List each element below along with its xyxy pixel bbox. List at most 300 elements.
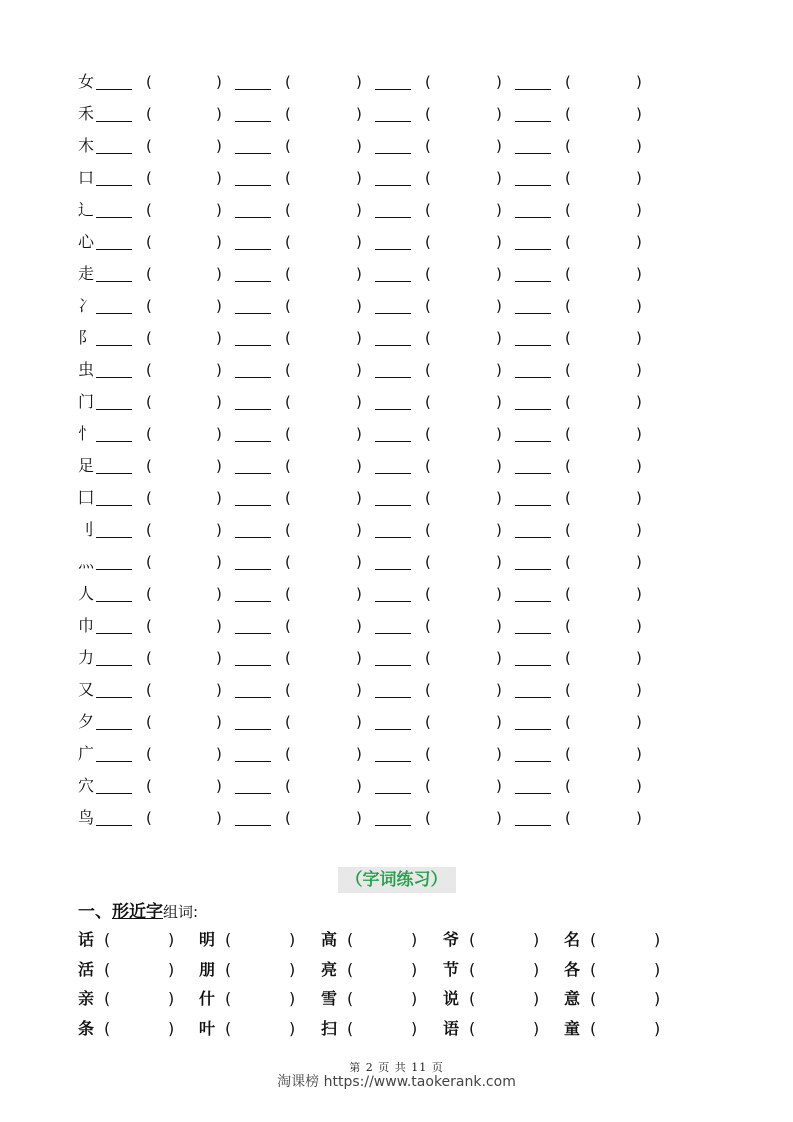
paren-close: ) bbox=[216, 137, 222, 155]
paren-close: ) bbox=[168, 930, 175, 949]
paren-open: ( bbox=[565, 489, 571, 507]
paren-close: ) bbox=[356, 681, 362, 699]
paren-open: ( bbox=[146, 521, 152, 539]
radical-row bbox=[78, 580, 678, 612]
similar-char: 说 bbox=[443, 989, 460, 1008]
answer-blank[interactable] bbox=[96, 601, 132, 602]
paren-open: ( bbox=[425, 713, 431, 731]
radical-char: 虫 bbox=[78, 360, 95, 379]
answer-blank[interactable] bbox=[515, 249, 551, 250]
answer-blank[interactable] bbox=[515, 601, 551, 602]
radical-char: 走 bbox=[78, 264, 95, 283]
paren-open: ( bbox=[565, 137, 571, 155]
answer-blank[interactable] bbox=[375, 185, 411, 186]
radical-char: 女 bbox=[78, 72, 95, 91]
paren-open: ( bbox=[225, 1018, 232, 1038]
paren-close: ) bbox=[533, 989, 540, 1008]
similar-char-row bbox=[78, 1017, 698, 1047]
similar-char: 语 bbox=[443, 1018, 460, 1038]
paren-open: ( bbox=[146, 457, 152, 475]
paren-close: ) bbox=[636, 521, 642, 539]
answer-blank[interactable] bbox=[235, 409, 271, 410]
radical-row bbox=[78, 388, 678, 420]
paren-open: ( bbox=[146, 137, 152, 155]
paren-open: ( bbox=[146, 297, 152, 315]
radical-char: 门 bbox=[78, 392, 95, 411]
paren-close: ) bbox=[356, 361, 362, 379]
similar-char: 雪 bbox=[321, 989, 338, 1008]
paren-open: ( bbox=[146, 169, 152, 187]
paren-close: ) bbox=[496, 809, 502, 827]
similar-char: 各 bbox=[564, 959, 581, 979]
paren-open: ( bbox=[285, 777, 291, 795]
answer-blank[interactable] bbox=[96, 409, 132, 410]
paren-close: ) bbox=[356, 329, 362, 347]
answer-blank[interactable] bbox=[375, 665, 411, 666]
paren-open: ( bbox=[425, 457, 431, 475]
paren-open: ( bbox=[565, 201, 571, 219]
similar-char: 高 bbox=[321, 930, 338, 949]
paren-open: ( bbox=[425, 329, 431, 347]
paren-close: ) bbox=[636, 137, 642, 155]
paren-close: ) bbox=[356, 521, 362, 539]
paren-open: ( bbox=[285, 297, 291, 315]
paren-open: ( bbox=[285, 169, 291, 187]
paren-open: ( bbox=[425, 809, 431, 827]
paren-close: ) bbox=[356, 265, 362, 283]
answer-blank[interactable] bbox=[375, 569, 411, 570]
paren-open: ( bbox=[565, 809, 571, 827]
answer-blank[interactable] bbox=[515, 633, 551, 634]
answer-blank[interactable] bbox=[96, 217, 132, 218]
answer-blank[interactable] bbox=[235, 505, 271, 506]
radical-row bbox=[78, 196, 678, 228]
paren-close: ) bbox=[168, 1018, 175, 1038]
paren-open: ( bbox=[425, 681, 431, 699]
radical-char: 足 bbox=[78, 456, 95, 475]
radical-char: 鸟 bbox=[78, 808, 95, 827]
paren-open: ( bbox=[425, 73, 431, 91]
radical-char: 穴 bbox=[78, 776, 95, 795]
paren-close: ) bbox=[636, 809, 642, 827]
similar-char: 名 bbox=[564, 930, 581, 949]
answer-blank[interactable] bbox=[96, 505, 132, 506]
answer-blank[interactable] bbox=[375, 89, 411, 90]
paren-open: ( bbox=[146, 393, 152, 411]
answer-blank[interactable] bbox=[235, 601, 271, 602]
answer-blank[interactable] bbox=[235, 89, 271, 90]
paren-open: ( bbox=[425, 233, 431, 251]
answer-blank[interactable] bbox=[515, 217, 551, 218]
similar-char: 条 bbox=[78, 1018, 95, 1038]
answer-blank[interactable] bbox=[515, 793, 551, 794]
paren-open: ( bbox=[285, 521, 291, 539]
answer-blank[interactable] bbox=[235, 697, 271, 698]
paren-close: ) bbox=[356, 201, 362, 219]
answer-blank[interactable] bbox=[375, 409, 411, 410]
paren-open: ( bbox=[425, 169, 431, 187]
paren-open: ( bbox=[146, 265, 152, 283]
paren-close: ) bbox=[411, 1018, 418, 1038]
radical-row bbox=[78, 644, 678, 676]
answer-blank[interactable] bbox=[235, 377, 271, 378]
paren-open: ( bbox=[425, 297, 431, 315]
answer-blank[interactable] bbox=[235, 441, 271, 442]
paren-open: ( bbox=[146, 809, 152, 827]
paren-close: ) bbox=[216, 297, 222, 315]
paren-close: ) bbox=[356, 73, 362, 91]
radical-row bbox=[78, 548, 678, 580]
similar-char-row bbox=[78, 987, 698, 1017]
answer-blank[interactable] bbox=[375, 729, 411, 730]
radical-char: 口 bbox=[78, 168, 95, 187]
answer-blank[interactable] bbox=[375, 313, 411, 314]
answer-blank[interactable] bbox=[96, 633, 132, 634]
paren-close: ) bbox=[496, 393, 502, 411]
paren-open: ( bbox=[146, 329, 152, 347]
answer-blank[interactable] bbox=[515, 281, 551, 282]
radical-row bbox=[78, 804, 678, 836]
paren-open: ( bbox=[285, 201, 291, 219]
paren-close: ) bbox=[636, 361, 642, 379]
paren-close: ) bbox=[533, 1018, 540, 1038]
answer-blank[interactable] bbox=[235, 473, 271, 474]
paren-close: ) bbox=[356, 745, 362, 763]
paren-close: ) bbox=[216, 745, 222, 763]
answer-blank[interactable] bbox=[96, 377, 132, 378]
paren-close: ) bbox=[168, 989, 175, 1008]
radical-row bbox=[78, 132, 678, 164]
paren-open: ( bbox=[565, 457, 571, 475]
answer-blank[interactable] bbox=[96, 313, 132, 314]
paren-close: ) bbox=[496, 777, 502, 795]
paren-open: ( bbox=[590, 1018, 597, 1038]
paren-open: ( bbox=[146, 649, 152, 667]
answer-blank[interactable] bbox=[515, 761, 551, 762]
paren-close: ) bbox=[356, 425, 362, 443]
paren-open: ( bbox=[469, 989, 476, 1008]
answer-blank[interactable] bbox=[515, 89, 551, 90]
paren-open: ( bbox=[347, 959, 354, 979]
paren-open: ( bbox=[425, 105, 431, 123]
radical-row bbox=[78, 516, 678, 548]
answer-blank[interactable] bbox=[515, 473, 551, 474]
paren-open: ( bbox=[225, 930, 232, 949]
paren-open: ( bbox=[104, 1018, 111, 1038]
paren-close: ) bbox=[533, 930, 540, 949]
paren-close: ) bbox=[216, 585, 222, 603]
answer-blank[interactable] bbox=[375, 761, 411, 762]
radical-char: 辶 bbox=[78, 200, 95, 219]
paren-close: ) bbox=[216, 553, 222, 571]
answer-blank[interactable] bbox=[375, 825, 411, 826]
answer-blank[interactable] bbox=[96, 569, 132, 570]
radical-row bbox=[78, 452, 678, 484]
paren-close: ) bbox=[636, 681, 642, 699]
paren-open: ( bbox=[146, 489, 152, 507]
answer-blank[interactable] bbox=[515, 441, 551, 442]
paren-close: ) bbox=[356, 777, 362, 795]
paren-close: ) bbox=[216, 777, 222, 795]
answer-blank[interactable] bbox=[235, 281, 271, 282]
radical-char: 刂 bbox=[78, 520, 95, 539]
answer-blank[interactable] bbox=[235, 793, 271, 794]
paren-close: ) bbox=[654, 1018, 661, 1038]
answer-blank[interactable] bbox=[96, 665, 132, 666]
answer-blank[interactable] bbox=[96, 825, 132, 826]
answer-blank[interactable] bbox=[235, 569, 271, 570]
radical-char: 阝 bbox=[78, 328, 95, 347]
paren-open: ( bbox=[565, 553, 571, 571]
paren-close: ) bbox=[496, 521, 502, 539]
paren-close: ) bbox=[356, 489, 362, 507]
paren-close: ) bbox=[654, 989, 661, 1008]
page-number: 第 2 页 共 11 页 bbox=[349, 1061, 444, 1074]
paren-close: ) bbox=[636, 233, 642, 251]
answer-blank[interactable] bbox=[96, 249, 132, 250]
paren-open: ( bbox=[425, 585, 431, 603]
paren-close: ) bbox=[636, 201, 642, 219]
radical-row bbox=[78, 68, 678, 100]
paren-open: ( bbox=[565, 297, 571, 315]
paren-close: ) bbox=[636, 169, 642, 187]
answer-blank[interactable] bbox=[375, 217, 411, 218]
paren-close: ) bbox=[496, 649, 502, 667]
paren-close: ) bbox=[636, 425, 642, 443]
answer-blank[interactable] bbox=[515, 121, 551, 122]
answer-blank[interactable] bbox=[235, 153, 271, 154]
paren-open: ( bbox=[565, 745, 571, 763]
answer-blank[interactable] bbox=[235, 345, 271, 346]
paren-close: ) bbox=[216, 361, 222, 379]
answer-blank[interactable] bbox=[375, 505, 411, 506]
answer-blank[interactable] bbox=[96, 121, 132, 122]
answer-blank[interactable] bbox=[515, 377, 551, 378]
answer-blank[interactable] bbox=[375, 249, 411, 250]
paren-close: ) bbox=[496, 713, 502, 731]
paren-open: ( bbox=[285, 329, 291, 347]
paren-open: ( bbox=[285, 73, 291, 91]
answer-blank[interactable] bbox=[235, 761, 271, 762]
answer-blank[interactable] bbox=[96, 729, 132, 730]
similar-char: 爷 bbox=[443, 930, 460, 949]
answer-blank[interactable] bbox=[235, 185, 271, 186]
paren-open: ( bbox=[285, 361, 291, 379]
paren-close: ) bbox=[496, 553, 502, 571]
paren-open: ( bbox=[146, 201, 152, 219]
paren-close: ) bbox=[496, 201, 502, 219]
paren-close: ) bbox=[356, 617, 362, 635]
footer-site: 淘课榜 https://www.taokerank.com bbox=[277, 1074, 516, 1090]
paren-open: ( bbox=[347, 989, 354, 1008]
paren-close: ) bbox=[356, 457, 362, 475]
paren-close: ) bbox=[636, 553, 642, 571]
answer-blank[interactable] bbox=[515, 313, 551, 314]
paren-open: ( bbox=[285, 265, 291, 283]
answer-blank[interactable] bbox=[515, 185, 551, 186]
radical-char: 心 bbox=[78, 232, 95, 251]
paren-open: ( bbox=[565, 649, 571, 667]
answer-blank[interactable] bbox=[235, 537, 271, 538]
answer-blank[interactable] bbox=[375, 697, 411, 698]
answer-blank[interactable] bbox=[515, 505, 551, 506]
answer-blank[interactable] bbox=[96, 697, 132, 698]
answer-blank[interactable] bbox=[375, 441, 411, 442]
paren-open: ( bbox=[565, 329, 571, 347]
paren-open: ( bbox=[285, 233, 291, 251]
answer-blank[interactable] bbox=[235, 121, 271, 122]
paren-close: ) bbox=[496, 745, 502, 763]
paren-open: ( bbox=[565, 777, 571, 795]
paren-open: ( bbox=[425, 553, 431, 571]
paren-open: ( bbox=[425, 489, 431, 507]
answer-blank[interactable] bbox=[235, 633, 271, 634]
paren-open: ( bbox=[225, 959, 232, 979]
answer-blank[interactable] bbox=[235, 729, 271, 730]
paren-close: ) bbox=[289, 1018, 296, 1038]
answer-blank[interactable] bbox=[96, 153, 132, 154]
paren-close: ) bbox=[216, 393, 222, 411]
paren-close: ) bbox=[636, 745, 642, 763]
question-1-tail: 组词: bbox=[163, 903, 199, 921]
similar-char: 话 bbox=[78, 930, 95, 949]
answer-blank[interactable] bbox=[96, 281, 132, 282]
paren-open: ( bbox=[565, 105, 571, 123]
answer-blank[interactable] bbox=[515, 569, 551, 570]
answer-blank[interactable] bbox=[515, 537, 551, 538]
answer-blank[interactable] bbox=[375, 377, 411, 378]
answer-blank[interactable] bbox=[235, 249, 271, 250]
paren-open: ( bbox=[425, 201, 431, 219]
paren-close: ) bbox=[216, 457, 222, 475]
radical-row bbox=[78, 228, 678, 260]
paren-close: ) bbox=[356, 809, 362, 827]
answer-blank[interactable] bbox=[235, 665, 271, 666]
radical-char: 灬 bbox=[78, 552, 95, 571]
paren-open: ( bbox=[104, 930, 111, 949]
similar-char: 明 bbox=[199, 930, 216, 949]
answer-blank[interactable] bbox=[375, 537, 411, 538]
radical-row bbox=[78, 324, 678, 356]
paren-open: ( bbox=[425, 361, 431, 379]
answer-blank[interactable] bbox=[515, 665, 551, 666]
answer-blank[interactable] bbox=[515, 153, 551, 154]
paren-open: ( bbox=[425, 265, 431, 283]
section-title: （字词练习） bbox=[338, 867, 456, 893]
radical-row bbox=[78, 772, 678, 804]
similar-char-row bbox=[78, 928, 698, 958]
paren-close: ) bbox=[636, 489, 642, 507]
paren-open: ( bbox=[146, 777, 152, 795]
answer-blank[interactable] bbox=[96, 793, 132, 794]
paren-open: ( bbox=[565, 265, 571, 283]
paren-open: ( bbox=[565, 233, 571, 251]
paren-close: ) bbox=[496, 489, 502, 507]
paren-open: ( bbox=[285, 489, 291, 507]
paren-close: ) bbox=[289, 959, 296, 979]
paren-open: ( bbox=[469, 1018, 476, 1038]
paren-close: ) bbox=[636, 457, 642, 475]
paren-close: ) bbox=[636, 297, 642, 315]
answer-blank[interactable] bbox=[375, 153, 411, 154]
paren-open: ( bbox=[565, 393, 571, 411]
paren-open: ( bbox=[225, 989, 232, 1008]
paren-open: ( bbox=[469, 959, 476, 979]
radical-row bbox=[78, 260, 678, 292]
paren-open: ( bbox=[285, 393, 291, 411]
answer-blank[interactable] bbox=[375, 601, 411, 602]
paren-close: ) bbox=[216, 425, 222, 443]
paren-close: ) bbox=[356, 553, 362, 571]
paren-close: ) bbox=[356, 137, 362, 155]
paren-open: ( bbox=[146, 361, 152, 379]
paren-open: ( bbox=[285, 713, 291, 731]
paren-open: ( bbox=[285, 553, 291, 571]
answer-blank[interactable] bbox=[375, 473, 411, 474]
paren-close: ) bbox=[216, 265, 222, 283]
answer-blank[interactable] bbox=[96, 345, 132, 346]
answer-blank[interactable] bbox=[375, 121, 411, 122]
paren-open: ( bbox=[285, 809, 291, 827]
answer-blank[interactable] bbox=[96, 441, 132, 442]
radical-row bbox=[78, 708, 678, 740]
paren-close: ) bbox=[636, 585, 642, 603]
answer-blank[interactable] bbox=[235, 313, 271, 314]
answer-blank[interactable] bbox=[96, 761, 132, 762]
paren-close: ) bbox=[636, 617, 642, 635]
paren-open: ( bbox=[146, 105, 152, 123]
paren-close: ) bbox=[496, 233, 502, 251]
paren-open: ( bbox=[146, 553, 152, 571]
paren-open: ( bbox=[146, 681, 152, 699]
answer-blank[interactable] bbox=[96, 537, 132, 538]
paren-close: ) bbox=[216, 649, 222, 667]
answer-blank[interactable] bbox=[515, 825, 551, 826]
paren-open: ( bbox=[285, 425, 291, 443]
paren-close: ) bbox=[216, 169, 222, 187]
paren-close: ) bbox=[216, 713, 222, 731]
answer-blank[interactable] bbox=[375, 633, 411, 634]
answer-blank[interactable] bbox=[96, 473, 132, 474]
answer-blank[interactable] bbox=[96, 185, 132, 186]
paren-open: ( bbox=[146, 713, 152, 731]
paren-close: ) bbox=[636, 713, 642, 731]
paren-open: ( bbox=[425, 425, 431, 443]
answer-blank[interactable] bbox=[515, 409, 551, 410]
answer-blank[interactable] bbox=[515, 697, 551, 698]
answer-blank[interactable] bbox=[235, 217, 271, 218]
radical-char: 又 bbox=[78, 680, 95, 699]
answer-blank[interactable] bbox=[375, 281, 411, 282]
paren-close: ) bbox=[636, 265, 642, 283]
radical-char: 木 bbox=[78, 136, 95, 155]
answer-blank[interactable] bbox=[515, 729, 551, 730]
answer-blank[interactable] bbox=[375, 793, 411, 794]
paren-close: ) bbox=[168, 959, 175, 979]
answer-blank[interactable] bbox=[96, 89, 132, 90]
paren-close: ) bbox=[289, 930, 296, 949]
paren-close: ) bbox=[496, 137, 502, 155]
answer-blank[interactable] bbox=[515, 345, 551, 346]
paren-open: ( bbox=[565, 681, 571, 699]
similar-char: 叶 bbox=[199, 1018, 216, 1038]
paren-open: ( bbox=[590, 959, 597, 979]
answer-blank[interactable] bbox=[375, 345, 411, 346]
paren-close: ) bbox=[654, 959, 661, 979]
paren-open: ( bbox=[285, 745, 291, 763]
answer-blank[interactable] bbox=[235, 825, 271, 826]
paren-open: ( bbox=[565, 361, 571, 379]
